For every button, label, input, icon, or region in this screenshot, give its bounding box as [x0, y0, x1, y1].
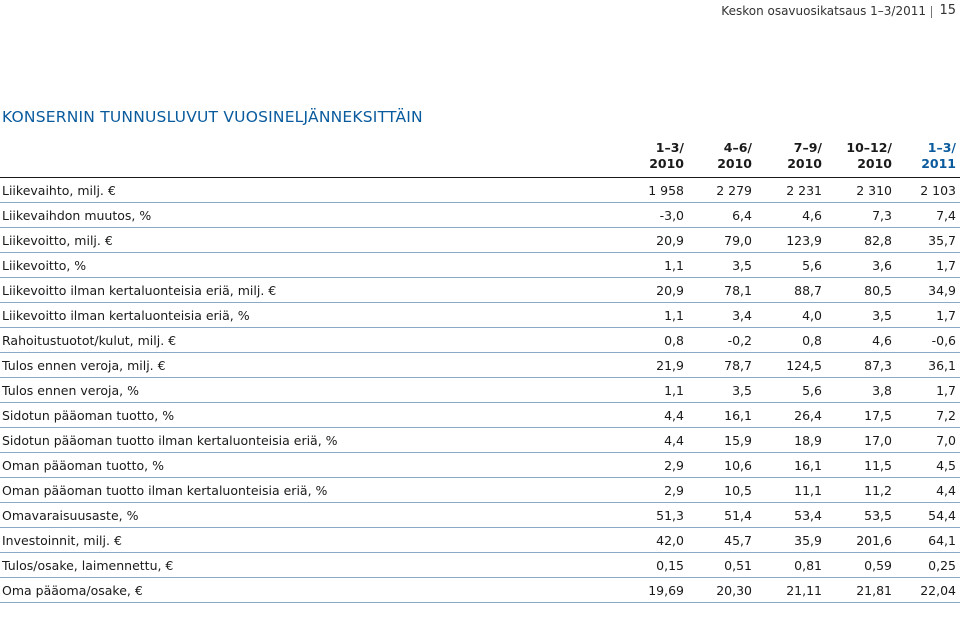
- column-header-q2-2010: 4–6/ 2010: [717, 140, 752, 171]
- row-label: Tulos/osake, laimennettu, €: [2, 558, 174, 573]
- table-cell: 21,9: [656, 358, 684, 373]
- table-cell: 36,1: [928, 358, 956, 373]
- table-cell: 3,4: [732, 308, 752, 323]
- table-cell: 0,81: [794, 558, 822, 573]
- table-cell: 0,59: [864, 558, 892, 573]
- table-cell: 5,6: [802, 383, 822, 398]
- table-row: [0, 553, 960, 578]
- table-cell: 1,1: [664, 383, 684, 398]
- row-label: Oman pääoman tuotto, %: [2, 458, 164, 473]
- column-header-q1-2011: 1–3/ 2011: [921, 140, 956, 171]
- table-cell: 53,5: [864, 508, 892, 523]
- table-cell: 124,5: [786, 358, 822, 373]
- table-cell: 42,0: [656, 533, 684, 548]
- table-cell: 1 958: [648, 183, 684, 198]
- table-cell: 54,4: [928, 508, 956, 523]
- table-cell: 3,5: [872, 308, 892, 323]
- row-label: Oman pääoman tuotto ilman kertaluonteisia eriä, %: [2, 483, 328, 498]
- table-cell: 53,4: [794, 508, 822, 523]
- table-cell: 7,4: [936, 208, 956, 223]
- table-cell: -0,2: [727, 333, 752, 348]
- table-cell: 2 310: [856, 183, 892, 198]
- table-cell: 201,6: [856, 533, 892, 548]
- table-cell: 3,8: [872, 383, 892, 398]
- row-label: Investoinnit, milj. €: [2, 533, 122, 548]
- table-cell: 0,15: [656, 558, 684, 573]
- row-label: Rahoitustuotot/kulut, milj. €: [2, 333, 177, 348]
- table-row: [0, 178, 960, 203]
- table-cell: 35,9: [794, 533, 822, 548]
- key-figures-table: [0, 130, 960, 603]
- table-cell: 1,7: [936, 258, 956, 273]
- table-row: [0, 528, 960, 553]
- table-cell: 4,6: [872, 333, 892, 348]
- table-cell: 19,69: [648, 583, 684, 598]
- table-cell: 3,5: [732, 258, 752, 273]
- table-row: [0, 478, 960, 503]
- table-cell: 1,1: [664, 308, 684, 323]
- table-cell: 7,3: [872, 208, 892, 223]
- column-header-q1-2010: 1–3/ 2010: [649, 140, 684, 171]
- row-label: Tulos ennen veroja, milj. €: [2, 358, 166, 373]
- document-title: Keskon osavuosikatsaus 1–3/2011: [721, 4, 926, 18]
- row-label: Oma pääoma/osake, €: [2, 583, 143, 598]
- table-cell: 5,6: [802, 258, 822, 273]
- table-cell: 4,0: [802, 308, 822, 323]
- table-cell: 35,7: [928, 233, 956, 248]
- table-cell: 4,4: [936, 483, 956, 498]
- table-cell: 0,25: [928, 558, 956, 573]
- table-cell: 26,4: [794, 408, 822, 423]
- table-cell: 0,8: [664, 333, 684, 348]
- table-cell: 51,3: [656, 508, 684, 523]
- table-row: [0, 378, 960, 403]
- table-row: [0, 253, 960, 278]
- row-label: Liikevaihto, milj. €: [2, 183, 116, 198]
- table-cell: 18,9: [794, 433, 822, 448]
- table-cell: 1,7: [936, 308, 956, 323]
- table-cell: 0,51: [724, 558, 752, 573]
- table-cell: 4,5: [936, 458, 956, 473]
- table-cell: 7,2: [936, 408, 956, 423]
- header-divider: [931, 6, 932, 18]
- page-header: [0, 0, 960, 24]
- table-cell: 16,1: [724, 408, 752, 423]
- table-cell: 6,4: [732, 208, 752, 223]
- table-cell: 11,2: [864, 483, 892, 498]
- table-cell: 7,0: [936, 433, 956, 448]
- table-cell: 21,81: [856, 583, 892, 598]
- row-label: Liikevoitto ilman kertaluonteisia eriä, milj. €: [2, 283, 277, 298]
- table-cell: 4,6: [802, 208, 822, 223]
- table-cell: 45,7: [724, 533, 752, 548]
- table-cell: 16,1: [794, 458, 822, 473]
- table-cell: 2,9: [664, 483, 684, 498]
- table-cell: 34,9: [928, 283, 956, 298]
- row-label: Sidotun pääoman tuotto ilman kertaluonteisia eriä, %: [2, 433, 338, 448]
- section-title: KONSERNIN TUNNUSLUVUT VUOSINELJÄNNEKSITTÄIN: [2, 108, 423, 126]
- table-cell: 20,9: [656, 233, 684, 248]
- table-cell: 87,3: [864, 358, 892, 373]
- table-row: [0, 203, 960, 228]
- table-cell: 51,4: [724, 508, 752, 523]
- table-cell: 78,7: [724, 358, 752, 373]
- table-row: [0, 403, 960, 428]
- table-cell: 2,9: [664, 458, 684, 473]
- table-cell: 3,6: [872, 258, 892, 273]
- table-cell: 4,4: [664, 433, 684, 448]
- table-cell: 79,0: [724, 233, 752, 248]
- row-label: Omavaraisuusaste, %: [2, 508, 139, 523]
- table-cell: 80,5: [864, 283, 892, 298]
- table-cell: -3,0: [659, 208, 684, 223]
- table-cell: 20,30: [716, 583, 752, 598]
- table-cell: 88,7: [794, 283, 822, 298]
- column-header-q4-2010: 10–12/ 2010: [846, 140, 892, 171]
- table-header: [0, 130, 960, 178]
- table-cell: 15,9: [724, 433, 752, 448]
- table-row: [0, 353, 960, 378]
- row-label: Liikevoitto ilman kertaluonteisia eriä, %: [2, 308, 250, 323]
- table-cell: 78,1: [724, 283, 752, 298]
- table-row: [0, 503, 960, 528]
- row-label: Tulos ennen veroja, %: [2, 383, 139, 398]
- table-cell: 82,8: [864, 233, 892, 248]
- table-cell: 10,5: [724, 483, 752, 498]
- row-label: Liikevoitto, milj. €: [2, 233, 113, 248]
- table-row: [0, 328, 960, 353]
- table-cell: 4,4: [664, 408, 684, 423]
- table-cell: 11,5: [864, 458, 892, 473]
- table-cell: 17,5: [864, 408, 892, 423]
- table-cell: 17,0: [864, 433, 892, 448]
- table-cell: 11,1: [794, 483, 822, 498]
- table-cell: 3,5: [732, 383, 752, 398]
- table-cell: 64,1: [928, 533, 956, 548]
- table-cell: 2 103: [920, 183, 956, 198]
- table-row: [0, 278, 960, 303]
- table-cell: 20,9: [656, 283, 684, 298]
- table-row: [0, 453, 960, 478]
- table-row: [0, 428, 960, 453]
- table-row: [0, 578, 960, 603]
- table-cell: 2 279: [716, 183, 752, 198]
- table-row: [0, 303, 960, 328]
- table-cell: 0,8: [802, 333, 822, 348]
- row-label: Sidotun pääoman tuotto, %: [2, 408, 175, 423]
- table-cell: 10,6: [724, 458, 752, 473]
- table-cell: 1,1: [664, 258, 684, 273]
- table-cell: 2 231: [786, 183, 822, 198]
- table-body: [0, 178, 960, 603]
- row-label: Liikevaihdon muutos, %: [2, 208, 152, 223]
- table-cell: 123,9: [786, 233, 822, 248]
- table-row: [0, 228, 960, 253]
- table-cell: 22,04: [920, 583, 956, 598]
- table-cell: 1,7: [936, 383, 956, 398]
- table-cell: -0,6: [931, 333, 956, 348]
- table-cell: 21,11: [786, 583, 822, 598]
- column-header-q3-2010: 7–9/ 2010: [787, 140, 822, 171]
- page-number: 15: [939, 3, 956, 18]
- row-label: Liikevoitto, %: [2, 258, 87, 273]
